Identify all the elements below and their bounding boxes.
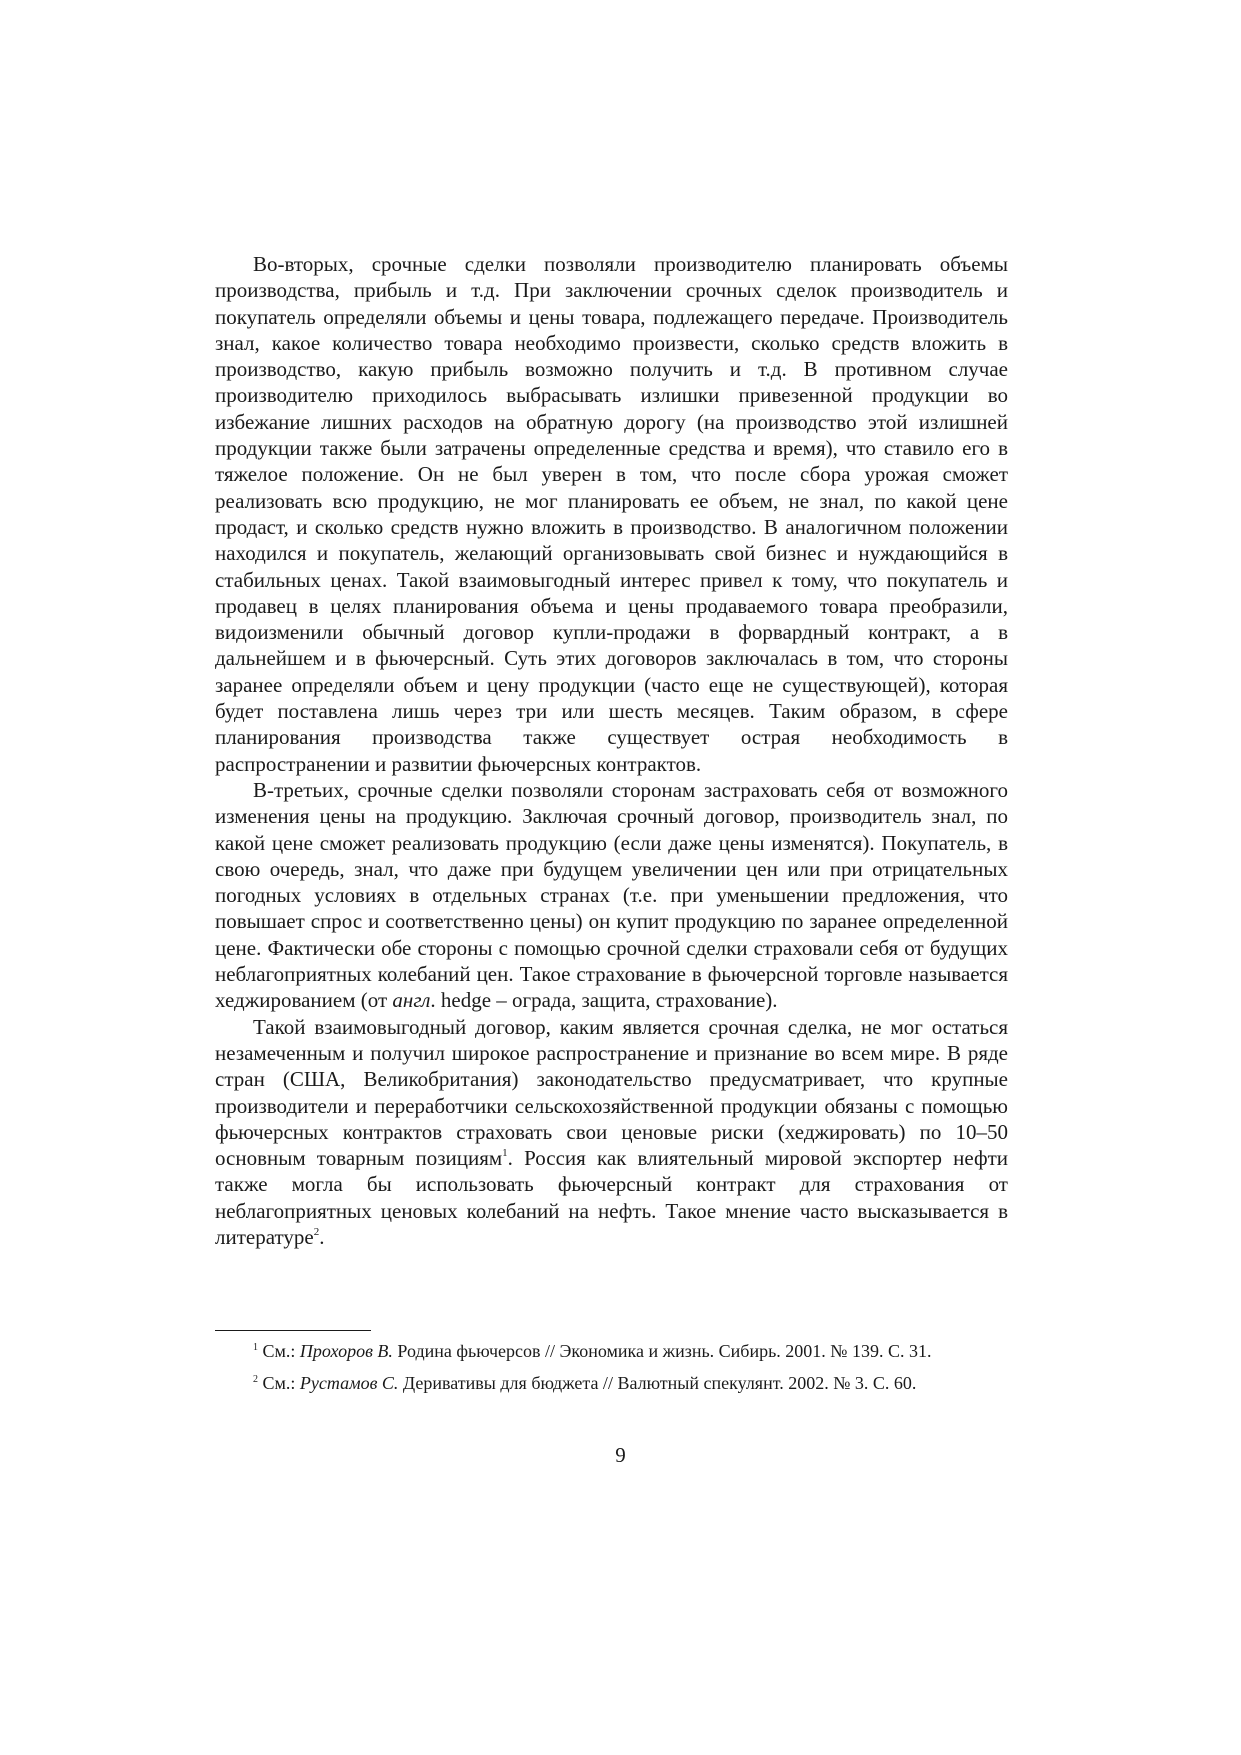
footnote-ref-1[interactable]: 1 (502, 1147, 508, 1160)
paragraph-3-text-c: . (319, 1224, 325, 1249)
footnote-2-mark: 2 (253, 1374, 258, 1385)
paragraph-3 (215, 1014, 1008, 1251)
main-text (215, 251, 1008, 1250)
footnotes (215, 1339, 1008, 1403)
paragraph-3-text-b: . Россия как влиятельный мировой экспортер нефти также могла бы использовать фьючерсный контракт для страхования от неблагоприятных ценовых колебаний на нефть. Такое мнение часто высказывается в литературе (215, 1146, 1008, 1249)
paragraph-2-text-a: В-третьих, срочные сделки позволяли сторонам застраховать себя от возможного изменения цены на продукцию. Заключая срочный договор, производитель знал, по какой цене сможет реализовать продукцию (если даже цены изменятся). Покупатель, в свою очередь, знал, что даже при будущем увеличении цен или при отрицательных погодных условиях в отдельных странах (т.е. при уменьшении предложения, что повышает спрос и соответственно цены) он купит продукцию по заранее определенной цене. Фактически обе стороны с помощью срочной сделки страховали себя от будущих неблагоприятных колебаний цен. Такое страхование в фьючерсной торговле называется хеджированием (от (215, 777, 1008, 1013)
footnote-2-author: Рустамов С. (299, 1373, 399, 1393)
paragraph-3-text-a: Такой взаимовыгодный договор, каким является срочная сделка, не мог остаться незамеченным и получил широкое распространение и признание во всем мире. В ряде стран (США, Великобритания) законодательство предусматривает, что крупные производители и переработчики сельскохозяйственной продукции обязаны с помощью фьючерсных контрактов страховать свои ценовые риски (хеджировать) по 10–50 основным товарным позициям (215, 1014, 1008, 1171)
paragraph-2 (215, 777, 1008, 1014)
paragraph-2-italic-abbrev: англ (392, 988, 431, 1013)
paragraph-1: Во-вторых, срочные сделки позволяли производителю планировать объемы производства, прибыль и т.д. При заключении срочных сделок производитель и покупатель определяли объемы и цены товара, подлежащего передаче. Производитель знал, какое количество товара необходимо произвести, сколько средств вложить в производство, какую прибыль возможно получить и т.д. В противном случае производителю приходилось выбрасывать излишки привезенной продукции во избежание лишних расходов на обратную дорогу (на производство этой излишней продукции также были затрачены определенные средства и время), что ставило его в тяжелое положение. Он не был уверен в том, что после сбора урожая сможет реализовать всю продукцию, не мог планировать ее объем, не знал, по какой цене продаст, и сколько средств нужно вложить в производство. В аналогичном положении находился и покупатель, желающий организовывать свой бизнес и нуждающийся в стабильных ценах. Такой взаимовыгодный интерес привел к тому, что покупатель и продавец в целях планирования объема и цены продаваемого товара преобразили, видоизменили обычный договор купли-продажи в форвардный контракт, а в дальнейшем и в фьючерсный. Суть этих договоров заключалась в том, что стороны заранее определяли объем и цену продукции (часто еще не существующей), которая будет поставлена лишь через три или шесть месяцев. Таким образом, в сфере планирования производства также существует острая необходимость в распространении и развитии фьючерсных контрактов. (215, 252, 1008, 776)
footnote-1-author: Прохоров В. (299, 1341, 393, 1361)
footnote-1-prefix: См.: (258, 1341, 300, 1361)
footnote-1-rest: Родина фьючерсов // Экономика и жизнь. Сибирь. 2001. № 139. С. 31. (392, 1341, 932, 1361)
footnote-2-rest: Деривативы для бюджета // Валютный спекулянт. 2002. № 3. С. 60. (398, 1373, 917, 1393)
footnote-divider (215, 1330, 371, 1331)
page-number: 9 (615, 1443, 626, 1467)
footnote-1-mark: 1 (253, 1342, 258, 1353)
footnote-1 (215, 1339, 1008, 1363)
footnote-2 (215, 1371, 1008, 1395)
footnote-2-prefix: См.: (258, 1373, 300, 1393)
footnote-ref-2[interactable]: 2 (313, 1225, 320, 1238)
paragraph-2-text-b: . hedge – ограда, защита, страхование). (430, 988, 778, 1013)
